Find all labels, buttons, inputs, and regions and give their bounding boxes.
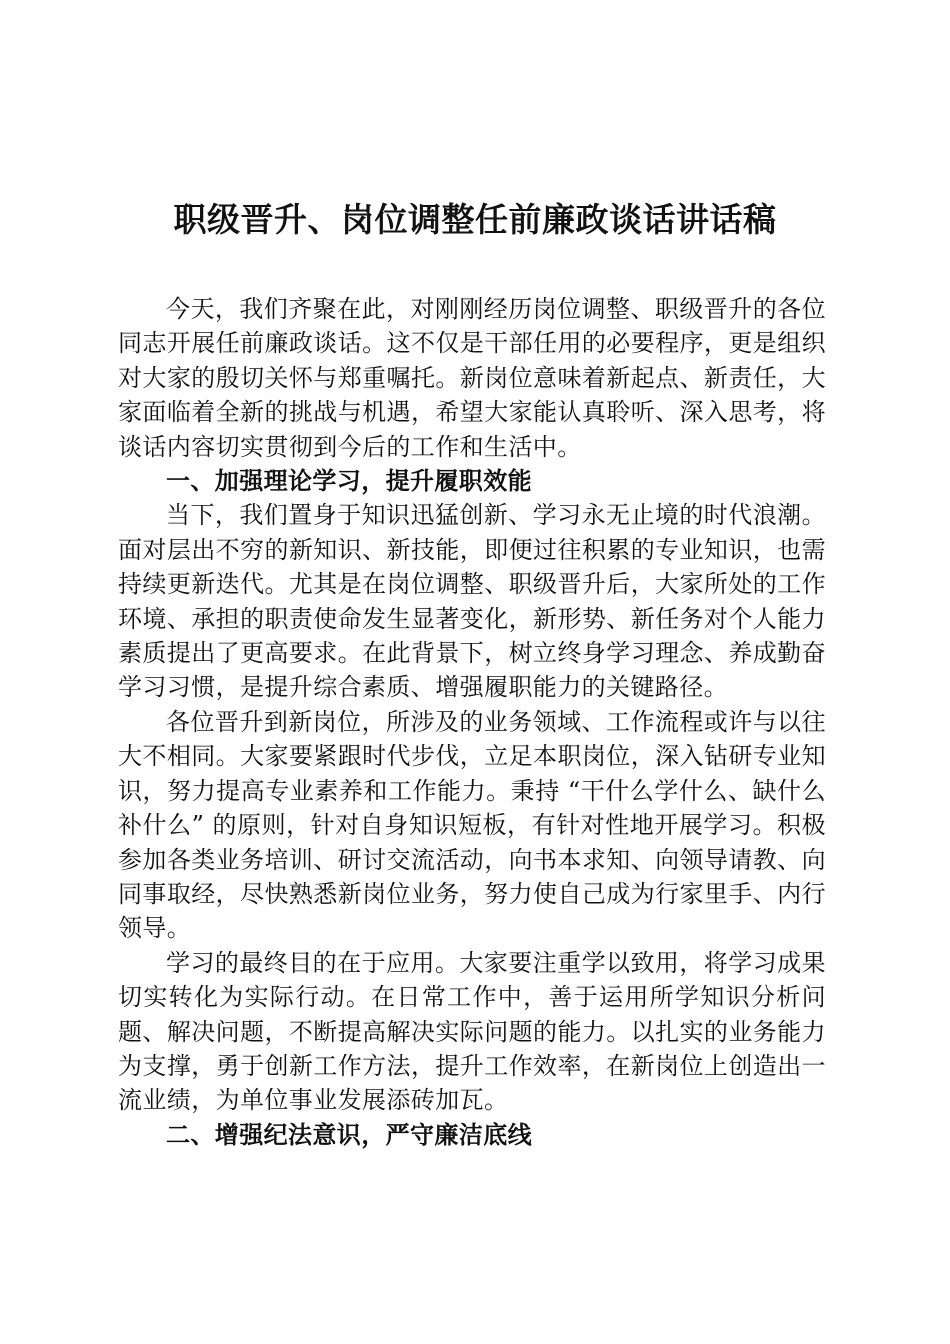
paragraph-intro: 今天，我们齐聚在此，对刚刚经历岗位调整、职级晋升的各位同志开展任前廉政谈话。这不仅是干部任用的必要程序，更是组织对大家的殷切关怀与郑重嘱托。新岗位意味着新起点、新责任，大家面临着全新的挑战与机遇，希望大家能认真聆听、深入思考，将谈话内容切实贯彻到今后的工作和生活中。 (118, 295, 826, 461)
paragraph-learning-application: 学习的最终目的在于应用。大家要注重学以致用，将学习成果切实转化为实际行动。在日常工作中，善于运用所学知识分析问题、解决问题，不断提高解决实际问题的能力。以扎实的业务能力为支撑，勇于创新工作方法，提升工作效率，在新岗位上创造出一流业绩，为单位事业发展添砖加瓦。 (118, 948, 826, 1115)
paragraph-learning-method: 各位晋升到新岗位，所涉及的业务领域、工作流程或许与以往大不相同。大家要紧跟时代步伐，立足本职岗位，深入钻研专业知识，努力提高专业素养和工作能力。秉持 “干什么学什么、缺什么补什么” 的原则，针对自身知识短板，有针对性地开展学习。积极参加各类业务培训、研讨交流活动，向书本求知、向领导请教、向同事取经，尽快熟悉新岗位业务，努力使自己成为行家里手、内行领导。 (118, 707, 826, 943)
section-heading-1: 一、加强理论学习，提升履职效能 (166, 467, 532, 496)
document-title: 职级晋升、岗位调整任前廉政谈话讲话稿 (173, 200, 777, 239)
section-heading-2: 二、增强纪法意识，严守廉洁底线 (166, 1120, 532, 1149)
document-body (118, 292, 826, 1152)
paragraph-learning-context: 当下，我们置身于知识迅猛创新、学习永无止境的时代浪潮。面对层出不穷的新知识、新技能，即便过往积累的专业知识，也需持续更新迭代。尤其是在岗位调整、职级晋升后，大家所处的工作环境、承担的职责使命发生显著变化，新形势、新任务对个人能力素质提出了更高要求。在此背景下，树立终身学习理念、养成勤奋学习习惯，是提升综合素质、增强履职能力的关键路径。 (118, 501, 826, 702)
